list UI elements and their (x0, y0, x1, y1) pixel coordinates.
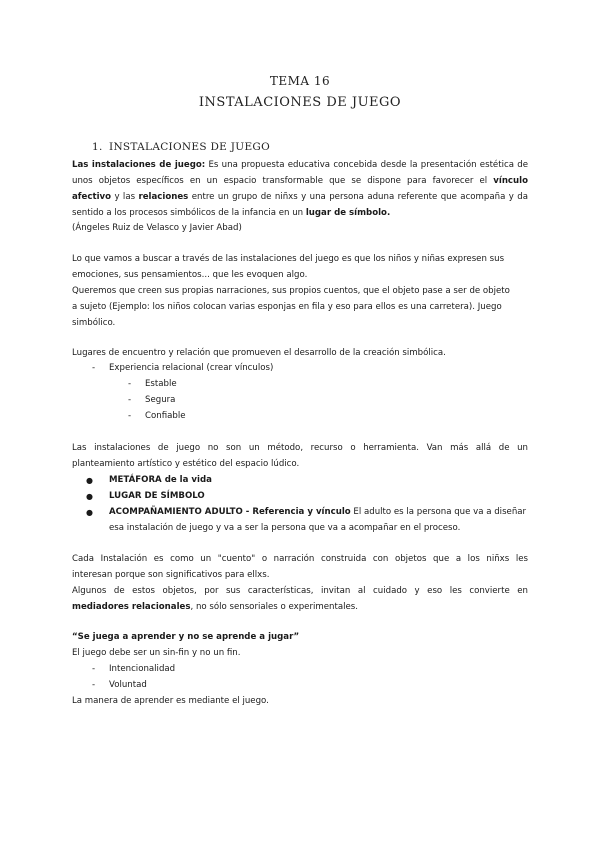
paragraph-line: Lo que vamos a buscar a través de las instalaciones del juego es que los niños y niñas expresen sus (72, 254, 505, 264)
paragraph-line: Algunos de estos objetos, por sus características, invitan al cuidado y eso les convierte en (72, 586, 528, 596)
definition-bold: relaciones (138, 192, 189, 202)
definition-bold: vínculo (493, 176, 528, 186)
definition-term: Las instalaciones de juego: (72, 160, 206, 170)
paragraph-line: Las instalaciones de juego no son un método, recurso o herramienta. Van más allá de un (72, 443, 528, 453)
definition-text: sentido a los procesos simbólicos de la infancia en un (72, 208, 306, 218)
paragraph-line: Lugares de encuentro y relación que promueven el desarrollo de la creación simbólica. (72, 348, 446, 358)
bullet-item (109, 507, 528, 518)
list-item: Intencionalidad (109, 664, 176, 674)
paragraph-line: planteamiento artístico y estético del espacio lúdico. (72, 459, 300, 469)
section-number: 1. (92, 141, 103, 153)
paragraph-line: interesan porque son significativos para ellxs. (72, 570, 270, 580)
bullet-marker: ● (86, 508, 93, 517)
paragraph-line: a sujeto (Ejemplo: los niños colocan varias esponjas en fila y eso para ellos es una carretera). Juego (72, 302, 502, 312)
list-item: Experiencia relacional (crear vínculos) (109, 363, 274, 373)
paragraph-line: simbólico. (72, 318, 116, 328)
dash-marker: - (92, 664, 96, 674)
paragraph-line: Queremos que creen sus propias narraciones, sus propios cuentos, que el objeto pase a ser de objeto (72, 286, 510, 296)
sub-list-item: Confiable (145, 411, 186, 421)
quote (72, 632, 528, 643)
quote-text: “Se juega a aprender y no se aprende a jugar” (72, 632, 300, 642)
section-title: INSTALACIONES DE JUEGO (109, 141, 271, 153)
bullet-marker: ● (86, 492, 93, 501)
bullet-marker: ● (86, 476, 93, 485)
bullet-item (109, 475, 409, 486)
definition-line-3 (72, 192, 528, 203)
definition-text: entre un grupo de niñxs y una persona aduna referente que acompaña y da (188, 192, 528, 202)
definition-bold: afectivo (72, 192, 112, 202)
citation: (Ángeles Ruiz de Velasco y Javier Abad) (72, 223, 242, 233)
definition-line-4 (72, 208, 528, 219)
section-heading (92, 141, 270, 153)
dash-marker: - (92, 363, 96, 373)
dash-marker: - (128, 379, 132, 389)
definition-line-1 (72, 160, 528, 171)
definition-line-2 (72, 176, 528, 187)
bullet-text: ACOMPAÑAMIENTO ADULTO - Referencia y vínculo (109, 507, 351, 517)
paragraph-line: emociones, sus pensamientos... que les evoquen algo. (72, 270, 308, 280)
sub-list-item: Segura (145, 395, 176, 405)
list-item: Voluntad (109, 680, 147, 690)
paragraph-line: El juego debe ser un sin-fin y no un fin. (72, 648, 241, 658)
paragraph-text: , no sólo sensoriales o experimentales. (190, 602, 359, 612)
dash-marker: - (92, 680, 96, 690)
bold-term: mediadores relacionales (72, 602, 191, 612)
bullet-continuation: esa instalación de juego y va a ser la persona que va a acompañar en el proceso. (109, 523, 461, 533)
dash-marker: - (128, 395, 132, 405)
topic-number: TEMA 16 (269, 74, 331, 88)
paragraph-line (72, 602, 528, 613)
definition-text: y las (111, 192, 139, 202)
paragraph-line: La manera de aprender es mediante el juego. (72, 696, 269, 706)
page-title: INSTALACIONES DE JUEGO (198, 95, 402, 110)
paragraph-line: Cada Instalación es como un "cuento" o narración construida con objetos que a los niñxs les (72, 554, 528, 564)
bullet-text: El adulto es la persona que va a diseñar (350, 507, 527, 517)
definition-text: Es una propuesta educativa concebida desde la presentación estética de (205, 160, 528, 170)
definition-text: unos objetos específicos en un espacio transformable que se dispone para favorecer el (72, 176, 494, 186)
definition-bold: lugar de símbolo. (305, 208, 391, 218)
bullet-text: LUGAR DE SÍMBOLO (109, 491, 205, 501)
bullet-text: METÁFORA de la vida (109, 475, 212, 485)
sub-list-item: Estable (145, 379, 177, 389)
dash-marker: - (128, 411, 132, 421)
bullet-item (109, 491, 409, 502)
